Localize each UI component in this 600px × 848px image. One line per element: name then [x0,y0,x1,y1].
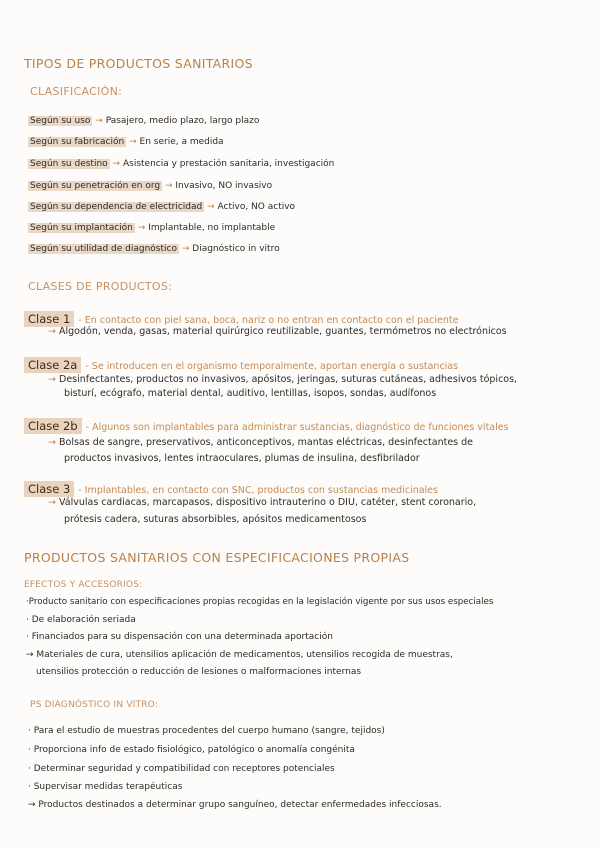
clase-row [24,308,458,327]
clasificacion-label: Según su utilidad de diagnóstico [30,244,177,254]
clasificacion-label: Según su fabricación [30,137,125,147]
clase-item-text: Bolsas de sangre, preservativos, anticonceptivos, mantas eléctricas, desinfectantes de [59,437,474,448]
clases-heading: CLASES DE PRODUCTOS: [28,280,173,293]
ps-line: → Productos destinados a determinar grupo sanguíneo, detectar enfermedades infecciosas. [28,800,442,810]
section-title: PRODUCTOS SANITARIOS CON ESPECIFICACIONES PROPIAS [24,550,410,565]
ps-line: · Supervisar medidas terapéuticas [28,782,183,792]
clase-item [48,326,507,337]
arrow-icon: → [207,202,215,212]
clase-item [48,437,473,448]
clase-label: Clase 1 [24,311,74,327]
ps-line: · Determinar seguridad y compatibilidad con receptores potenciales [28,764,335,774]
arrow-icon: → [164,181,173,191]
clase-item-text: Válvulas cardiacas, marcapasos, dispositivo intrauterino o DIU, catéter, stent coronario, [59,497,477,508]
clase-desc: - Algunos son implantables para administrar sustancias, diagnóstico de funciones vitales [85,422,509,433]
ps-line: · Para el estudio de muestras procedentes del cuerpo humano (sangre, tejidos) [28,726,385,736]
clase-desc: - Se introducen en el organismo temporalmente, aportan energía o sustancias [85,361,459,372]
clase-label: Clase 2a [24,357,81,373]
clase-item-text: Algodón, venda, gasas, material quirúrgico reutilizable, guantes, termómetros no electrónicos [59,326,507,337]
clase-item [48,374,517,385]
clase-item-text: prótesis cadera, suturas absorbibles, apósitos medicamentosos [64,514,367,525]
efectos-line: utensilios protección o reducción de lesiones o malformaciones internas [36,667,362,677]
arrow-icon: → [48,326,56,337]
clasificacion-value: Implantable, no implantable [148,223,276,233]
clase-item [64,514,366,525]
clasificacion-heading: CLASIFICACIÓN: [30,85,123,98]
clasificacion-item [28,181,272,191]
efectos-line: ·Producto sanitario con especificaciones propias recogidas en la legislación vigente por sus usos especiales [26,597,494,607]
clasificacion-label: Según su destino [30,159,108,169]
clasificacion-item [28,202,295,212]
arrow-icon: → [48,437,56,448]
clasificacion-value: Invasivo, NO invasivo [175,181,273,191]
clase-item-text: productos invasivos, lentes intraoculares, plumas de insulina, desfibrilador [64,453,420,464]
efectos-line: · De elaboración seriada [26,615,136,625]
clasificacion-value: Pasajero, medio plazo, largo plazo [105,116,260,126]
arrow-icon: → [48,497,56,508]
clasificacion-label: Según su implantación [30,223,133,233]
clase-item [64,453,420,464]
clasificacion-value: Asistencia y prestación sanitaria, investigación [122,159,335,169]
arrow-icon: → [137,223,146,233]
clasificacion-value: Activo, NO activo [217,202,296,212]
ps-heading: PS DIAGNÓSTICO IN VITRO: [30,700,159,710]
clasificacion-item [28,223,275,233]
efectos-heading: EFECTOS Y ACCESORIOS: [24,580,143,590]
clase-item [64,388,436,399]
clasificacion-value: En serie, a medida [139,137,224,147]
clase-desc: - Implantables, en contacto con SNC, productos con sustancias medicinales [78,485,438,496]
clasificacion-label: Según su uso [30,116,91,126]
clase-desc: - En contacto con piel sana, boca, nariz o no entran en contacto con el paciente [78,315,459,326]
arrow-icon: → [48,374,56,385]
clasificacion-item [28,137,224,147]
clase-label: Clase 2b [24,418,82,434]
clase-item [48,497,476,508]
clase-row [24,415,509,434]
clasificacion-value: Diagnóstico in vitro [192,244,280,254]
page-title: TIPOS DE PRODUCTOS SANITARIOS [24,56,253,71]
clasificacion-item [28,159,334,169]
arrow-icon: → [112,159,121,169]
clase-label: Clase 3 [24,481,74,497]
clasificacion-item [28,116,259,126]
clasificacion-item [28,244,280,254]
clasificacion-label: Según su penetración en org [30,181,161,191]
efectos-line: · Financiados para su dispensación con una determinada aportación [26,632,333,642]
arrow-icon: → [95,116,103,126]
arrow-icon: → [181,244,190,254]
arrow-icon: → [129,137,137,147]
clase-item-text: Desinfectantes, productos no invasivos, apósitos, jeringas, suturas cutáneas, adhesivos tópicos, [59,374,518,385]
efectos-line: → Materiales de cura, utensilios aplicación de medicamentos, utensilios recogida de muestras, [26,650,453,660]
clasificacion-label: Según su dependencia de electricidad [30,202,203,212]
clase-row [24,354,458,373]
ps-line: · Proporciona info de estado fisiológico, patológico o anomalía congénita [28,745,355,755]
clase-item-text: bisturí, ecógrafo, material dental, auditivo, lentillas, isopos, sondas, audífonos [64,388,437,399]
clase-row [24,478,438,497]
